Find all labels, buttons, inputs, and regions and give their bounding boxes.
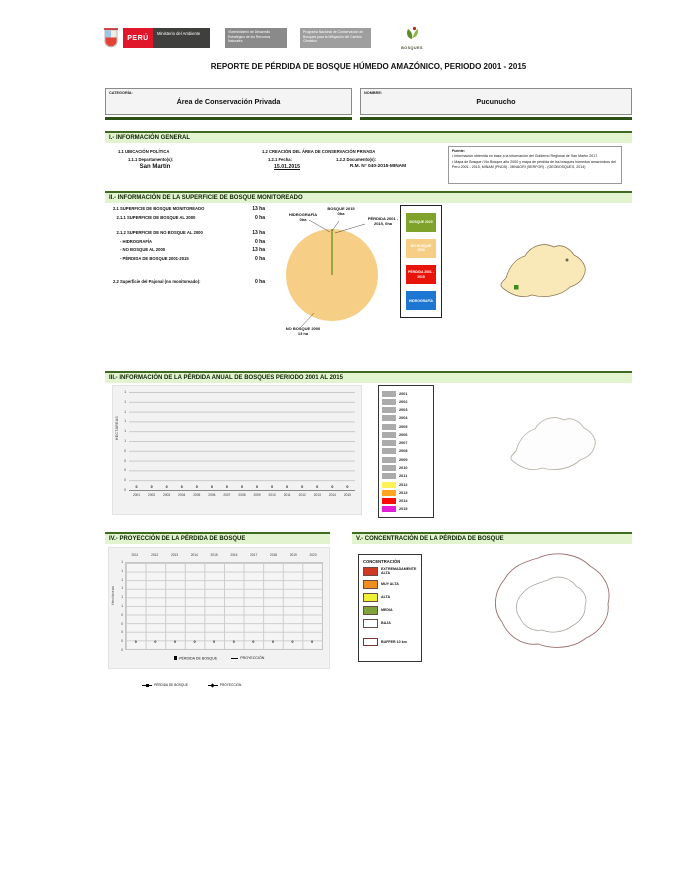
- legend-color-swatch: [382, 440, 396, 446]
- bar-value-label: 0: [271, 485, 274, 489]
- metric-row: [113, 239, 265, 248]
- legend-color-swatch: [382, 424, 396, 430]
- report-title: REPORTE DE PÉRDIDA DE BOSQUE HÚMEDO AMAZÓNICO, PERIODO 2001 - 2015: [210, 62, 527, 71]
- class-color-swatch: [363, 567, 378, 576]
- divider: [105, 117, 352, 120]
- metric-label: - HIDROGRAFÍA: [113, 238, 153, 244]
- legend-year-label: 2015: [399, 507, 408, 512]
- legend-year-label: 2003: [399, 408, 408, 413]
- legend-item: HIDROGRAFÍA: [406, 291, 436, 310]
- metric-value: 0 ha: [254, 214, 265, 221]
- legend-item-perdida: PÉRDIDA DE BOSQUE: [174, 656, 218, 661]
- buffer-label: BUFFER 10 km: [381, 639, 407, 644]
- point-value-label: 0: [291, 640, 294, 644]
- bar-value-label: 0: [346, 485, 349, 489]
- concentracion-class-row: [363, 567, 417, 576]
- legend-color-swatch: [382, 473, 396, 479]
- proyeccion-sublegend: [142, 683, 241, 687]
- x-axis-year: 2017: [250, 553, 258, 557]
- ubicacion-politica-title: 1.1 UBICACIÓN POLÍTICA: [118, 149, 170, 154]
- acp-boundary-shape: [501, 245, 585, 297]
- acp-map-perdida: [468, 393, 630, 511]
- metric-label: 2.1.2 SUPERFICIE DE NO BOSQUE AL 2000: [113, 230, 203, 235]
- y-tick: 1: [124, 419, 126, 424]
- bar-value-label: 0: [150, 485, 153, 489]
- fuente-title: Fuente:: [452, 149, 465, 153]
- legend-row: [382, 398, 430, 405]
- peru-coat-of-arms-icon: [103, 27, 119, 49]
- section2-header: II.- INFORMACIÓN DE LA SUPERFICIE DE BOSQUE MONITOREADO: [105, 191, 632, 203]
- nombre-label: NOMBRE:: [364, 91, 383, 95]
- minam-logo: Ministerio del Ambiente: [153, 28, 210, 48]
- y-tick: 0: [124, 448, 126, 453]
- legend-color-swatch: [382, 391, 396, 397]
- legend-year-label: 2004: [399, 416, 408, 421]
- metric-row: [113, 206, 265, 215]
- y-tick: 1: [121, 560, 123, 564]
- metric-label: 2.1 SUPERFICIE DE BOSQUE MONITOREADO: [113, 206, 205, 211]
- section3-header: III.- INFORMACIÓN DE LA PÉRDIDA ANUAL DE BOSQUES PERIODO 2001 AL 2015: [105, 371, 632, 383]
- data-labels: [126, 640, 322, 644]
- legend-row: [382, 498, 430, 505]
- y-tick: 1: [121, 586, 123, 591]
- metric-value: 13 ha: [252, 247, 265, 253]
- legend-item-proyeccion: PROYECCIÓN: [231, 656, 264, 660]
- x-axis-year: 2004: [178, 493, 186, 497]
- y-tick: 0: [121, 639, 123, 644]
- x-axis-year: 2003: [163, 493, 171, 497]
- x-axis-year: 2005: [193, 493, 201, 497]
- bar-value-label: 0: [256, 485, 259, 489]
- metric-value: 13 ha: [252, 206, 265, 212]
- viceministry-logo: Viceministerio de Desarrollo Estratégico de los Recursos Naturales: [225, 28, 287, 48]
- metric-row: [113, 230, 265, 239]
- peru-logo: PERÚ: [123, 28, 153, 48]
- fecha-label: 1.2.1 Fecha:: [268, 157, 292, 162]
- legend-row: [382, 431, 430, 438]
- metric-label: - PÉRDIDA DE BOSQUE 2001-2015: [113, 255, 189, 261]
- legend-item: NO BOSQUE 2000: [406, 239, 436, 258]
- metric-row: [113, 215, 265, 224]
- bar-value-label: 0: [195, 485, 198, 489]
- class-label: EXTREMADAMENTE ALTA: [381, 567, 417, 576]
- concentracion-legend-title: CONCENTRACIÓN: [363, 559, 401, 564]
- x-axis-year: 2018: [269, 553, 278, 557]
- concentracion-legend: [358, 554, 422, 662]
- metric-label: 2.2 Superficie del Pajonal (no monitoreado):: [113, 279, 201, 284]
- x-axis-year: 2008: [238, 493, 246, 497]
- class-color-swatch: [363, 606, 378, 615]
- bar-value-label: 0: [210, 485, 213, 489]
- legend-year-label: 2009: [399, 457, 408, 462]
- x-axis-year: 2012: [151, 553, 159, 557]
- documento-label: 1.2.2 Documento(s):: [336, 157, 377, 162]
- class-label: BAJA: [381, 621, 391, 626]
- plot-area: [125, 562, 323, 650]
- y-tick: 0: [121, 630, 123, 635]
- legend-color-swatch: [382, 498, 396, 504]
- x-axis-year: 2011: [283, 493, 291, 497]
- legend-row: [382, 489, 430, 496]
- x-axis-labels: [129, 493, 355, 497]
- buffer-10km-outline: [495, 554, 609, 648]
- class-color-swatch: [363, 619, 378, 628]
- acp-map-superficie: [468, 222, 630, 337]
- departamento-value: San Martín: [139, 164, 171, 170]
- y-tick: 1: [124, 429, 126, 434]
- categoria-label: CATEGORÍA:: [109, 91, 133, 95]
- categoria-box: [105, 88, 352, 115]
- y-tick: 0: [121, 612, 123, 617]
- legend-item: PÉRDIDA 2001 - 2015: [406, 265, 436, 284]
- legend-color-swatch: [382, 490, 396, 496]
- legend-color-swatch: [382, 457, 396, 463]
- perdida-anual-legend: [378, 385, 434, 518]
- bosques-logo-label: BOSQUES: [401, 46, 423, 50]
- legend-year-label: 2012: [399, 482, 408, 487]
- x-axis-year: 2014: [328, 493, 336, 497]
- y-axis-label: HECTÁREAS: [115, 416, 119, 441]
- legend-year-label: 2007: [399, 441, 408, 446]
- perdida-anual-chart: [112, 385, 362, 515]
- concentracion-class-row: [363, 606, 417, 615]
- fuente-line: • Información obtenida en base a la información del Gobierno Regional de San Martín 2017.: [452, 154, 599, 159]
- legend-year-label: 2005: [399, 424, 408, 429]
- pie-label-bosque: BOSQUE 2015 0ha: [327, 206, 355, 217]
- creacion-title: 1.2 CREACIÓN DEL ÁREA DE CONSERVACIÓN PRIVADA: [262, 149, 376, 154]
- bar-value-label: 0: [240, 485, 243, 489]
- x-axis-year: 2020: [309, 553, 317, 557]
- y-tick: 1: [124, 399, 126, 404]
- legend-year-label: 2010: [399, 466, 408, 471]
- acp-map-concentracion: [478, 546, 638, 666]
- legend-row: [382, 473, 430, 480]
- y-tick: 1: [121, 568, 123, 573]
- x-axis-year: 2013: [170, 553, 179, 557]
- divider: [360, 117, 632, 120]
- acp-boundary-outline: [516, 577, 586, 632]
- buffer-legend-row: [363, 638, 417, 647]
- bosque-patch: [514, 285, 519, 290]
- x-axis-year: 2019: [289, 553, 297, 557]
- x-axis-year: 2014: [190, 553, 198, 557]
- square-marker-icon: [174, 656, 178, 660]
- categoria-value: Área de Conservación Privada: [176, 97, 281, 106]
- x-axis-year: 2016: [230, 553, 238, 557]
- plot-area: [129, 392, 355, 491]
- legend-year-label: 2014: [399, 499, 408, 504]
- pie-label-no-bosque: NO BOSQUE 2000 13 ha: [285, 326, 321, 337]
- map-dot: [566, 259, 569, 262]
- legend-color-swatch: [382, 506, 396, 512]
- metric-row: [113, 256, 265, 265]
- x-axis-year: 2013: [313, 493, 321, 497]
- fuente-box: [448, 146, 622, 184]
- point-value-label: 0: [173, 640, 176, 644]
- proyeccion-chart: [108, 547, 330, 669]
- acp-boundary-shape: [511, 418, 595, 470]
- legend-row: [382, 506, 430, 513]
- y-tick: 1: [124, 438, 126, 443]
- y-tick: 1: [121, 595, 123, 600]
- y-tick: 0: [124, 487, 126, 492]
- x-axis-year: 2012: [298, 493, 306, 497]
- point-value-label: 0: [232, 640, 235, 644]
- class-label: MEDIA: [381, 608, 393, 613]
- legend-row: [382, 465, 430, 472]
- y-tick: 0: [124, 468, 126, 473]
- legend-row: [382, 423, 430, 430]
- concentracion-class-row: [363, 593, 417, 602]
- x-axis-year: 2011: [131, 553, 139, 557]
- metric-label: - NO BOSQUE AL 2000: [113, 247, 166, 252]
- metric-value: 13 ha: [252, 230, 265, 236]
- point-value-label: 0: [271, 640, 274, 644]
- legend-row: [382, 481, 430, 488]
- y-axis-ticks: [117, 390, 126, 492]
- metric-row: [113, 247, 265, 256]
- legend-year-label: 2006: [399, 432, 408, 437]
- y-tick: 1: [121, 577, 123, 582]
- x-axis-year: 2009: [253, 493, 261, 497]
- nombre-value: Pucunucho: [476, 97, 516, 106]
- section1-header: I.- INFORMACIÓN GENERAL: [105, 131, 632, 143]
- superficie-legend: [400, 205, 442, 318]
- legend-year-label: 2001: [399, 391, 408, 396]
- x-axis-year: 2010: [268, 493, 276, 497]
- pie-label-perdida: PÉRDIDA 2001 - 2015, 0ha: [367, 216, 399, 227]
- legend-color-swatch: [382, 448, 396, 454]
- concentracion-classes: [363, 567, 417, 628]
- line-square-marker-icon: [142, 685, 152, 686]
- documento-value: R.M. N° 040-2015-MINAM: [349, 164, 407, 169]
- point-value-label: 0: [154, 640, 157, 644]
- fecha-value: 15.01.2015: [274, 164, 300, 170]
- concentracion-class-row: [363, 580, 417, 589]
- section4-header: IV.- PROYECCIÓN DE LA PÉRDIDA DE BOSQUE: [105, 532, 330, 544]
- y-tick: 0: [124, 458, 126, 463]
- y-tick: 0: [121, 647, 123, 652]
- point-value-label: 0: [193, 640, 196, 644]
- legend-row: [382, 407, 430, 414]
- point-value-label: 0: [252, 640, 255, 644]
- legend-color-swatch: [382, 407, 396, 413]
- metric-value: 0 ha: [254, 238, 265, 245]
- x-axis-labels-top: [125, 553, 323, 557]
- bar-value-label: 0: [286, 485, 289, 489]
- fuente-line: • Mapa de Bosque / No Bosque año 2000 y mapa de pérdida de los bosques húmedos amazónicos del Perú 2001 - 2015, MINAM (PNCB) - MINAGRI (SERFOR) - (GEOBOSQUES, 2014): [452, 159, 616, 170]
- departamento-label: 1.1.1 Departamento(s):: [128, 157, 174, 162]
- point-value-label: 0: [213, 640, 216, 644]
- proyeccion-legend: [109, 656, 329, 661]
- bar-value-label: 0: [301, 485, 304, 489]
- bosques-logo: [396, 25, 428, 51]
- x-axis-year: 2001: [132, 493, 141, 497]
- legend-row: [382, 456, 430, 463]
- y-tick: 1: [124, 409, 126, 414]
- dash-marker-icon: [231, 658, 238, 659]
- program-bosques-logo: Programa Nacional de Conservación de Bosques para la Mitigación del Cambio Climático: [300, 28, 371, 48]
- concentracion-class-row: [363, 619, 417, 628]
- metric-value: 0 ha: [254, 279, 265, 285]
- legend-year-label: 2013: [399, 490, 408, 495]
- legend-row: [382, 440, 430, 447]
- superficie-metrics: [113, 206, 265, 288]
- x-axis-year: 2007: [223, 493, 231, 497]
- point-value-label: 0: [134, 640, 137, 644]
- bar-value-label: 0: [316, 485, 319, 489]
- legend-row: [382, 448, 430, 455]
- buffer-swatch: [363, 638, 378, 647]
- class-color-swatch: [363, 593, 378, 602]
- legend-color-swatch: [382, 399, 396, 405]
- y-axis-label: Hectáreas: [111, 586, 115, 605]
- line-diamond-marker-icon: [208, 685, 218, 686]
- metric-row: [113, 279, 265, 288]
- class-label: ALTA: [381, 595, 391, 600]
- y-tick: 1: [124, 390, 126, 394]
- bar-value-label: 0: [225, 485, 228, 489]
- section5-header: V.- CONCENTRACIÓN DE LA PÉRDIDA DE BOSQUE: [352, 532, 632, 544]
- data-labels: [129, 485, 355, 489]
- metric-value: 0 ha: [254, 255, 265, 262]
- bar-value-label: 0: [331, 485, 334, 489]
- x-axis-year: 2002: [148, 493, 156, 497]
- class-label: MUY ALTA: [381, 582, 399, 587]
- class-color-swatch: [363, 580, 378, 589]
- legend-color-swatch: [382, 482, 396, 488]
- legend-year-label: 2011: [399, 474, 408, 479]
- x-axis-year: 2015: [210, 553, 218, 557]
- nombre-box: [360, 88, 632, 115]
- legend-color-swatch: [382, 465, 396, 471]
- sublegend-item-perdida: PÉRDIDA DE BOSQUE: [142, 683, 188, 687]
- bar-value-label: 0: [165, 485, 168, 489]
- legend-row: [382, 390, 430, 397]
- y-tick: 0: [121, 621, 123, 626]
- y-tick: 0: [124, 478, 126, 483]
- legend-year-label: 2008: [399, 449, 408, 454]
- legend-item: BOSQUE 2015: [406, 213, 436, 232]
- pie-label-hidrografia: HIDROGRAFÍA 0ha: [288, 212, 318, 223]
- metric-label: 2.1.1 SUPERFICIE DE BOSQUE AL 2000: [113, 214, 196, 220]
- x-axis-year: 2006: [208, 493, 216, 497]
- point-value-label: 0: [311, 640, 314, 644]
- bar-value-label: 0: [135, 485, 138, 489]
- x-axis-year: 2015: [343, 493, 351, 497]
- sublegend-item-proyeccion: PROYECCIÓN: [208, 683, 241, 687]
- bosques-leaf-icon: [403, 25, 421, 41]
- y-tick: 1: [121, 603, 123, 608]
- y-axis-ticks: [114, 560, 123, 652]
- legend-color-swatch: [382, 432, 396, 438]
- bar-value-label: 0: [180, 485, 183, 489]
- legend-color-swatch: [382, 415, 396, 421]
- legend-year-label: 2002: [399, 399, 408, 404]
- legend-row: [382, 415, 430, 422]
